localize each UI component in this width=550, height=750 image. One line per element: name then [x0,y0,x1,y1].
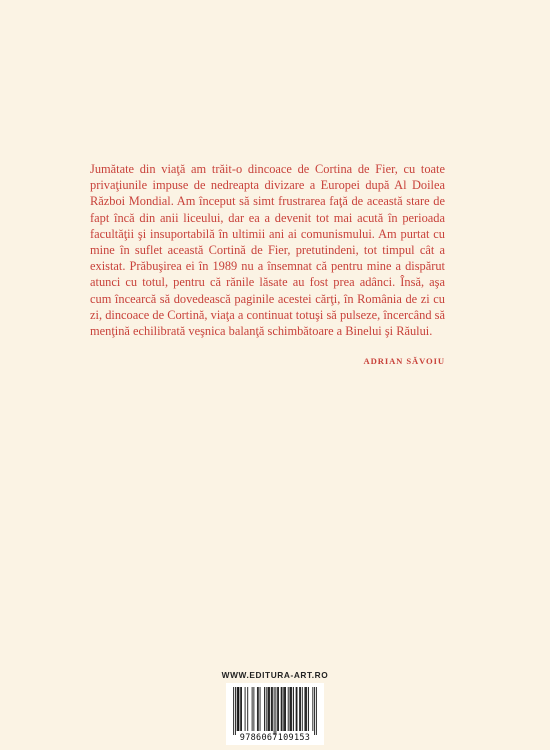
barcode-bar [258,687,259,731]
barcode-bar [290,687,291,731]
barcode-bar [264,687,265,731]
barcode-bar [237,687,238,731]
barcode-bar [240,687,241,731]
barcode-bar [296,687,297,731]
barcode-bar [277,687,278,731]
barcode-bar [253,687,254,731]
barcode-bar [314,687,315,735]
barcode-bar [312,687,313,731]
barcode-bar [238,687,239,731]
barcode-bar [266,687,267,731]
barcode-bar [247,687,248,731]
back-cover-blurb: Jumătate din viaţă am trăit-o dincoace de Cortina de Fier, cu toate privaţiunile impuse de nedreapta divizare a Europei după Al Doilea Război Mondial. Am început să simt frustrarea faţă de această stare de fapt încă din anii liceului, dar ea a devenit tot mai acută în perioada facultăţii şi insuportabilă în ultimii ani ai comunismului. Am purtat cu mine în suflet această Cortină de Fier, pretutindeni, tot timpul cât a existat. Prăbuşirea ei în 1989 nu a însemnat că pentru mine a dispărut atunci cu totul, pentru că rănile lăsate au fost prea adânci. Însă, aşa cum încearcă să dovedească paginile acestei cărţi, în România de zi cu zi, dincoace de Cortină, viaţa a continuat totuşi să pulseze, încercând să menţină echilibrată veşnica balanţă schimbătoare a Binelui şi Răului. [90,162,445,339]
barcode-bar [308,687,309,731]
barcode-bar [252,687,253,731]
barcode-bar [285,687,286,731]
barcode-bar [274,687,275,735]
barcode-bar [241,687,242,731]
barcode-bar [235,687,236,735]
isbn-number: 9786067109153 [239,733,311,743]
barcode-bar [257,687,258,731]
barcode-bar [245,687,246,731]
barcode-bar [288,687,289,731]
barcode-bar [306,687,307,731]
isbn-barcode [226,683,324,745]
barcode-bars [226,683,324,735]
barcode-bar [291,687,292,731]
barcode-bar [233,687,234,735]
barcode-bar [297,687,298,731]
barcode-bar [269,687,270,731]
barcode-bar [272,687,273,731]
barcode-bar [278,687,279,731]
author-name: ADRIAN SĂVOIU [363,356,445,366]
barcode-bar [238,687,239,731]
barcode-bar [281,687,282,731]
barcode-bar [304,687,305,731]
barcode-bar [268,687,269,731]
barcode-bar [305,687,306,731]
barcode-bar [271,687,272,731]
barcode-bar [293,687,294,731]
publisher-website: WWW.EDITURA-ART.RO [221,670,329,680]
barcode-bar [300,687,301,731]
barcode-bar [302,687,303,731]
barcode-bar [282,687,283,731]
barcode-bar [283,687,284,731]
barcode-bar [268,687,269,731]
barcode-bar [260,687,261,731]
barcode-bar [299,687,300,731]
barcode-bar [284,687,285,731]
barcode-bar [275,687,276,735]
barcode-bar [316,687,317,735]
barcode-bar [290,687,291,731]
